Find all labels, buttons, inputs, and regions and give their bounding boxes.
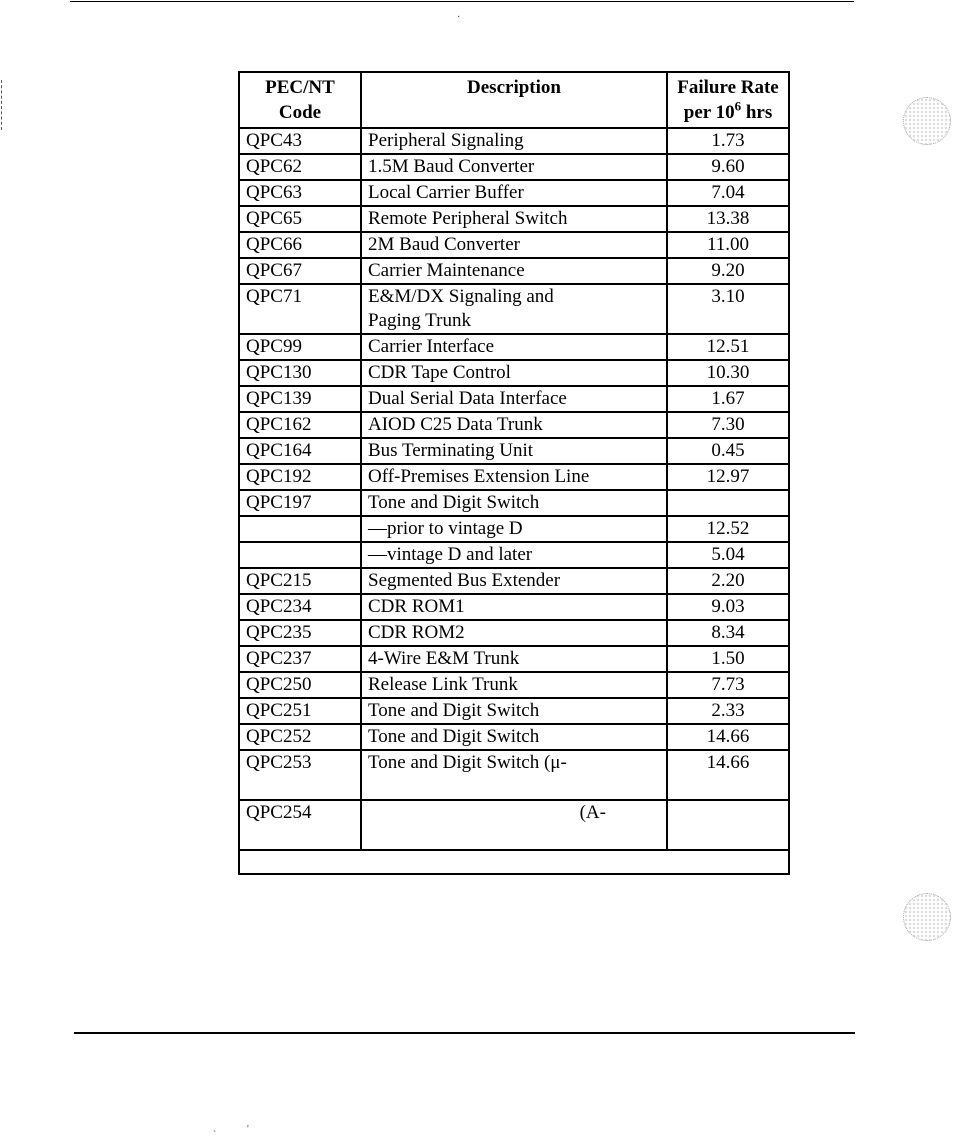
cell-code: QPC250 (239, 672, 361, 698)
cell-code: QPC139 (239, 386, 361, 412)
description-text: Carrier Interface (368, 336, 495, 357)
table-row (239, 128, 789, 154)
table-row (239, 750, 789, 800)
table-row (239, 412, 789, 438)
cell-failure-rate: 7.04 (667, 180, 789, 206)
description-text: 2M Baud Converter (368, 234, 520, 255)
table-row (239, 232, 789, 258)
cell-failure-rate (667, 800, 789, 850)
table-row (239, 206, 789, 232)
cell-description (361, 284, 667, 334)
cell-failure-rate: 9.20 (667, 258, 789, 284)
table-header-row (239, 72, 789, 128)
cell-description (361, 232, 667, 258)
cell-code: QPC192 (239, 464, 361, 490)
header-code: PEC/NT Code (239, 72, 361, 128)
cell-code: QPC65 (239, 206, 361, 232)
description-text-line2: Paging Trunk (368, 310, 471, 331)
top-rule (70, 1, 854, 2)
cell-failure-rate: 12.97 (667, 464, 789, 490)
cell-failure-rate: 8.34 (667, 620, 789, 646)
cell-code: QPC237 (239, 646, 361, 672)
description-text: —vintage D and later (368, 544, 533, 565)
cell-failure-rate: 9.03 (667, 594, 789, 620)
description-text: Segmented Bus Extender (368, 570, 561, 591)
table-row (239, 334, 789, 360)
description-text: Peripheral Signaling (368, 130, 524, 151)
table-row (239, 284, 789, 334)
table-row (239, 258, 789, 284)
cell-description (361, 542, 667, 568)
cell-failure-rate: 12.51 (667, 334, 789, 360)
table-row (239, 464, 789, 490)
cell-failure-rate (667, 490, 789, 516)
cell-code: QPC254 (239, 800, 361, 850)
cell-failure-rate: 13.38 (667, 206, 789, 232)
cell-failure-rate: 9.60 (667, 154, 789, 180)
cell-description (361, 620, 667, 646)
bottom-rule (74, 1032, 855, 1034)
scan-speck: ' (247, 1124, 249, 1135)
table-row (239, 568, 789, 594)
header-failure-rate: Failure Rate per $10^6$ hrs (667, 72, 789, 128)
punch-hole-bottom (903, 893, 951, 941)
cell-description (361, 490, 667, 516)
cell-code: QPC62 (239, 154, 361, 180)
table-row (239, 620, 789, 646)
cell-code: QPC252 (239, 724, 361, 750)
description-text: 1.5M Baud Converter (368, 156, 535, 177)
failure-rate-table (238, 71, 790, 875)
description-text: CDR Tape Control (368, 362, 511, 383)
cell-description (361, 206, 667, 232)
cell-failure-rate: 7.73 (667, 672, 789, 698)
cell-description (361, 386, 667, 412)
description-text: Off-Premises Extension Line (368, 466, 590, 487)
description-text: —prior to vintage D (368, 518, 523, 539)
cell-description (361, 334, 667, 360)
table-row (239, 542, 789, 568)
cell-code: QPC66 (239, 232, 361, 258)
description-text: Bus Terminating Unit (368, 440, 534, 461)
cell-code: QPC130 (239, 360, 361, 386)
table-row (239, 672, 789, 698)
cell-description (361, 412, 667, 438)
description-text: Tone and Digit Switch (368, 492, 540, 513)
table-row (239, 594, 789, 620)
cell-code: QPC67 (239, 258, 361, 284)
cell-code: QPC234 (239, 594, 361, 620)
cell-failure-rate: 14.66 (667, 724, 789, 750)
cell-failure-rate: 7.30 (667, 412, 789, 438)
table-row (239, 438, 789, 464)
description-text: Dual Serial Data Interface (368, 388, 567, 409)
margin-marks (1, 80, 6, 130)
cell-description (361, 438, 667, 464)
cell-failure-rate: 1.50 (667, 646, 789, 672)
description-text: CDR ROM2 (368, 622, 465, 643)
cell-code: QPC63 (239, 180, 361, 206)
cell-failure-rate: 12.52 (667, 516, 789, 542)
cell-description (361, 672, 667, 698)
description-text: (A- (579, 802, 606, 823)
cell-code (239, 542, 361, 568)
header-description: Description (361, 72, 667, 128)
table-row (239, 490, 789, 516)
table-row (239, 386, 789, 412)
cell-description (361, 128, 667, 154)
cell-description (361, 800, 667, 850)
cell-description (361, 750, 667, 800)
description-text: Tone and Digit Switch (368, 726, 540, 747)
description-text: Tone and Digit Switch (368, 700, 540, 721)
table-row (239, 516, 789, 542)
table-row (239, 154, 789, 180)
description-text: Remote Peripheral Switch (368, 208, 568, 229)
cell-code: QPC251 (239, 698, 361, 724)
table-footer-row (239, 850, 789, 874)
table-row (239, 180, 789, 206)
cell-description (361, 646, 667, 672)
description-text: 4-Wire E&M Trunk (368, 648, 520, 669)
cell-failure-rate: 3.10 (667, 284, 789, 334)
table-footer-cell (239, 850, 789, 874)
cell-code: QPC235 (239, 620, 361, 646)
cell-failure-rate: 1.73 (667, 128, 789, 154)
cell-description (361, 724, 667, 750)
cell-code: QPC197 (239, 490, 361, 516)
cell-description (361, 594, 667, 620)
description-text: Local Carrier Buffer (368, 182, 524, 203)
description-text: Carrier Maintenance (368, 260, 525, 281)
description-text: Release Link Trunk (368, 674, 518, 695)
cell-failure-rate: 11.00 (667, 232, 789, 258)
cell-code: QPC162 (239, 412, 361, 438)
scan-speck: ` (213, 1130, 217, 1141)
cell-description (361, 154, 667, 180)
table-body (239, 128, 789, 850)
table-row (239, 724, 789, 750)
cell-description (361, 464, 667, 490)
cell-description (361, 698, 667, 724)
cell-failure-rate: 5.04 (667, 542, 789, 568)
punch-hole-top (903, 97, 951, 145)
description-text: CDR ROM1 (368, 596, 465, 617)
description-text: Tone and Digit Switch (μ- (368, 752, 567, 773)
cell-failure-rate: 10.30 (667, 360, 789, 386)
cell-code: QPC71 (239, 284, 361, 334)
cell-failure-rate: 14.66 (667, 750, 789, 800)
cell-code: QPC43 (239, 128, 361, 154)
description-text: E&M/DX Signaling and (368, 286, 554, 307)
cell-code: QPC253 (239, 750, 361, 800)
cell-code: QPC164 (239, 438, 361, 464)
scan-speck: · (457, 12, 461, 23)
table-row (239, 698, 789, 724)
cell-code: QPC215 (239, 568, 361, 594)
cell-failure-rate: 2.20 (667, 568, 789, 594)
cell-description (361, 360, 667, 386)
table-row (239, 646, 789, 672)
cell-description (361, 516, 667, 542)
cell-code: QPC99 (239, 334, 361, 360)
cell-code (239, 516, 361, 542)
table-row (239, 800, 789, 850)
cell-description (361, 568, 667, 594)
cell-failure-rate: 1.67 (667, 386, 789, 412)
cell-description (361, 258, 667, 284)
cell-failure-rate: 2.33 (667, 698, 789, 724)
description-text: AIOD C25 Data Trunk (368, 414, 543, 435)
cell-failure-rate: 0.45 (667, 438, 789, 464)
cell-description (361, 180, 667, 206)
table-row (239, 360, 789, 386)
